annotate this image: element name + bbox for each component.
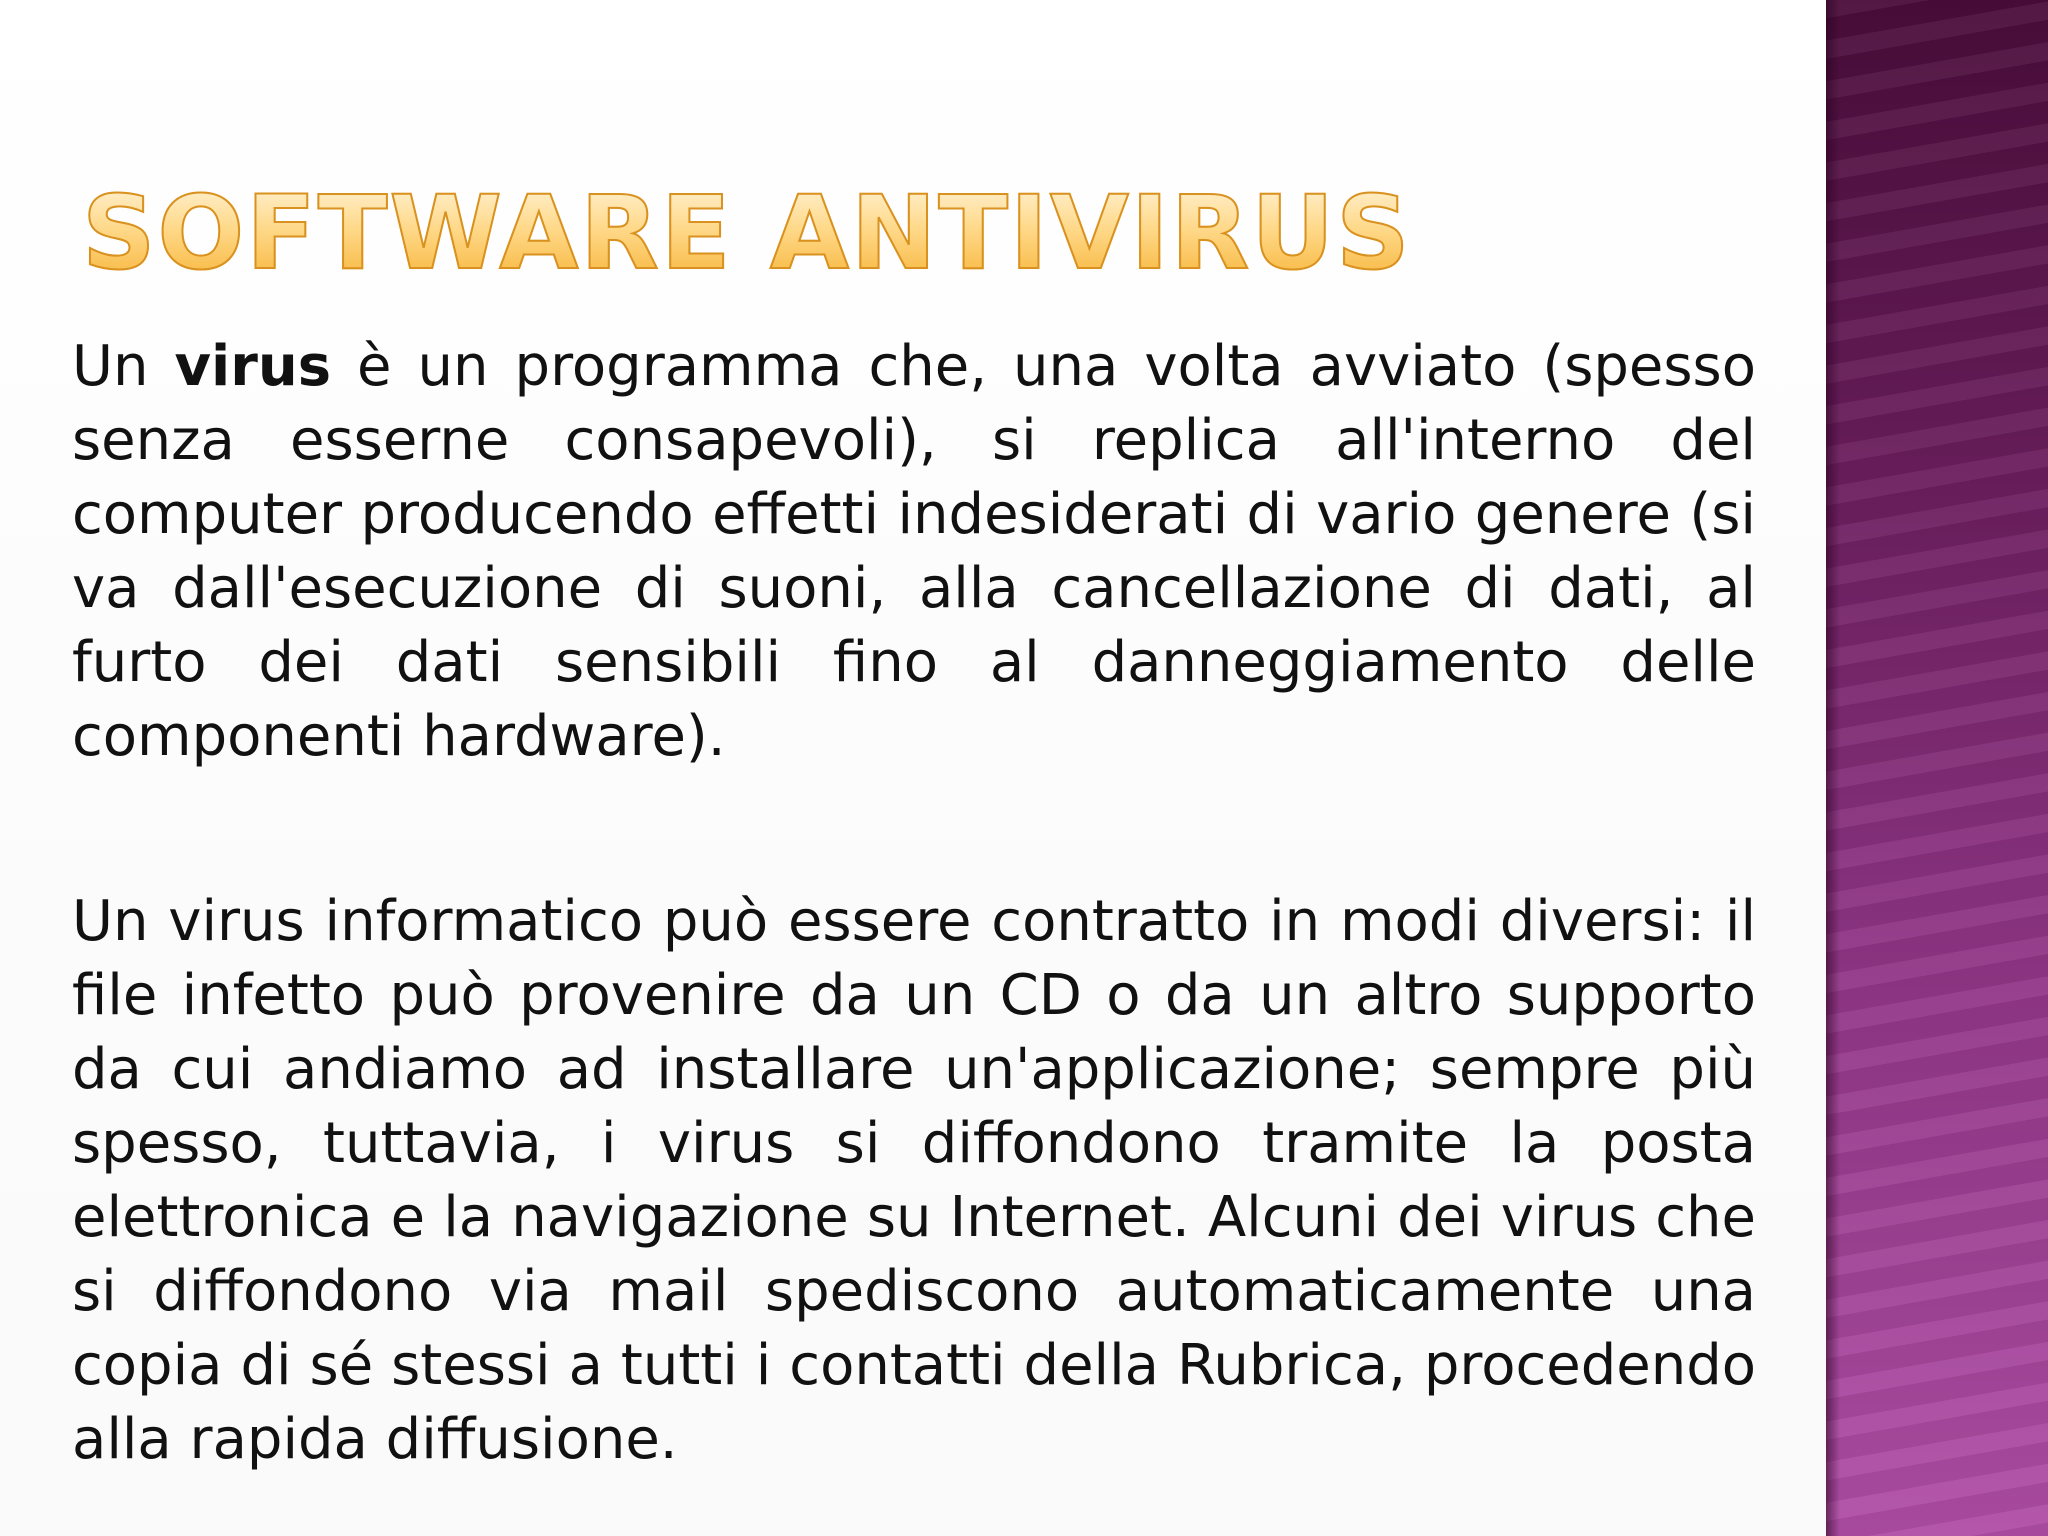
bold-term-virus: virus bbox=[174, 334, 332, 399]
paragraph-1-rest: è un programma che, una volta avviato (spesso senza esserne consapevoli), si replica all'interno del computer producendo effetti indesiderati di vario genere (si va dall'esecuzione di suoni, alla cancellazione di dati, al furto dei dati sensibili fino al danneggiamento delle componenti hardware). bbox=[72, 334, 1756, 769]
decorative-side-band bbox=[1826, 0, 2048, 1536]
paragraph-1-start: Un bbox=[72, 334, 175, 399]
paragraph-virus-definition bbox=[72, 330, 1756, 774]
slide-title: SOFTWARE ANTIVIRUS bbox=[82, 174, 1412, 293]
paragraph-virus-transmission: Un virus informatico può essere contratto in modi diversi: il file infetto può provenire da un CD o da un altro supporto da cui andiamo ad installare un'applicazione; sempre più spesso, tuttavia, i virus si diffondono tramite la posta elettronica e la navigazione su Internet. Alcuni dei virus che si diffondono via mail spediscono automaticamente una copia di sé stessi a tutti i contatti della Rubrica, procedendo alla rapida diffusione. bbox=[72, 889, 1756, 1472]
